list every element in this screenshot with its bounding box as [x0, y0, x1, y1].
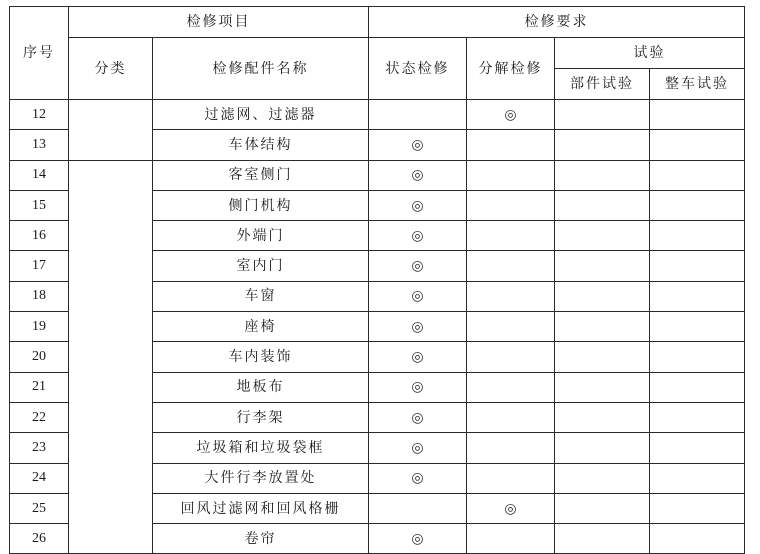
- state-repair-mark: ◎: [369, 221, 467, 251]
- state-repair-mark: ◎: [369, 251, 467, 281]
- disassembly-repair-mark: [467, 402, 555, 432]
- vehicle-test-mark: [650, 493, 745, 523]
- disassembly-repair-mark: [467, 463, 555, 493]
- disassembly-repair-mark: ◎: [467, 100, 555, 130]
- row-number: 15: [10, 190, 69, 220]
- table-row: [10, 160, 745, 190]
- state-repair-mark: ◎: [369, 524, 467, 554]
- component-test-mark: [555, 251, 650, 281]
- category-header: 分类: [69, 38, 153, 100]
- row-number: 14: [10, 160, 69, 190]
- part-name: 地板布: [153, 372, 369, 402]
- disassembly-repair-mark: ◎: [467, 493, 555, 523]
- seq-header: 序号: [10, 7, 69, 100]
- row-number: 23: [10, 433, 69, 463]
- component-test-header: 部件试验: [555, 69, 650, 100]
- disassembly-repair-mark: [467, 433, 555, 463]
- vehicle-test-mark: [650, 312, 745, 342]
- part-name: 过滤网、过滤器: [153, 100, 369, 130]
- table-body: [10, 100, 745, 554]
- state-repair-mark: ◎: [369, 312, 467, 342]
- category-cell: [69, 160, 153, 554]
- disassembly-repair-mark: [467, 342, 555, 372]
- disassembly-repair-mark: [467, 130, 555, 160]
- part-name: 客室侧门: [153, 160, 369, 190]
- test-group-header: 试验: [555, 38, 745, 69]
- part-name: 室内门: [153, 251, 369, 281]
- state-repair-mark: ◎: [369, 372, 467, 402]
- vehicle-test-mark: [650, 251, 745, 281]
- part-name: 座椅: [153, 312, 369, 342]
- component-test-mark: [555, 130, 650, 160]
- state-repair-mark: ◎: [369, 190, 467, 220]
- row-number: 22: [10, 402, 69, 432]
- disassembly-repair-mark: [467, 524, 555, 554]
- table-header: [10, 7, 745, 100]
- state-repair-mark: ◎: [369, 130, 467, 160]
- part-name: 车内装饰: [153, 342, 369, 372]
- vehicle-test-mark: [650, 342, 745, 372]
- state-repair-mark: ◎: [369, 281, 467, 311]
- vehicle-test-header: 整车试验: [650, 69, 745, 100]
- component-test-mark: [555, 493, 650, 523]
- component-test-mark: [555, 281, 650, 311]
- component-test-mark: [555, 312, 650, 342]
- row-number: 13: [10, 130, 69, 160]
- component-test-mark: [555, 342, 650, 372]
- vehicle-test-mark: [650, 372, 745, 402]
- row-number: 19: [10, 312, 69, 342]
- vehicle-test-mark: [650, 100, 745, 130]
- state-repair-mark: [369, 493, 467, 523]
- state-repair-mark: ◎: [369, 463, 467, 493]
- state-repair-mark: [369, 100, 467, 130]
- state-repair-mark: ◎: [369, 342, 467, 372]
- row-number: 17: [10, 251, 69, 281]
- state-repair-mark: ◎: [369, 402, 467, 432]
- component-test-mark: [555, 100, 650, 130]
- part-name: 垃圾箱和垃圾袋框: [153, 433, 369, 463]
- part-name: 车窗: [153, 281, 369, 311]
- vehicle-test-mark: [650, 524, 745, 554]
- vehicle-test-mark: [650, 221, 745, 251]
- component-test-mark: [555, 463, 650, 493]
- component-test-mark: [555, 433, 650, 463]
- component-test-mark: [555, 524, 650, 554]
- disassembly-repair-mark: [467, 281, 555, 311]
- part-name: 卷帘: [153, 524, 369, 554]
- vehicle-test-mark: [650, 402, 745, 432]
- component-test-mark: [555, 190, 650, 220]
- vehicle-test-mark: [650, 190, 745, 220]
- component-test-mark: [555, 372, 650, 402]
- vehicle-test-mark: [650, 281, 745, 311]
- row-number: 12: [10, 100, 69, 130]
- row-number: 24: [10, 463, 69, 493]
- disassembly-repair-mark: [467, 251, 555, 281]
- row-number: 21: [10, 372, 69, 402]
- table-row: [10, 100, 745, 130]
- vehicle-test-mark: [650, 463, 745, 493]
- component-test-mark: [555, 402, 650, 432]
- requirements-group-header: 检修要求: [369, 7, 745, 38]
- vehicle-test-mark: [650, 160, 745, 190]
- vehicle-test-mark: [650, 130, 745, 160]
- disassembly-repair-mark: [467, 221, 555, 251]
- part-name: 侧门机构: [153, 190, 369, 220]
- state-repair-header: 状态检修: [369, 38, 467, 100]
- row-number: 16: [10, 221, 69, 251]
- maintenance-requirements-table: [9, 6, 745, 554]
- disassembly-repair-mark: [467, 190, 555, 220]
- component-test-mark: [555, 160, 650, 190]
- items-group-header: 检修项目: [69, 7, 369, 38]
- row-number: 20: [10, 342, 69, 372]
- category-cell: [69, 100, 153, 161]
- disassembly-repair-mark: [467, 160, 555, 190]
- vehicle-test-mark: [650, 433, 745, 463]
- part-name: 回风过滤网和回风格栅: [153, 493, 369, 523]
- part-name-header: 检修配件名称: [153, 38, 369, 100]
- disassembly-repair-mark: [467, 372, 555, 402]
- part-name: 外端门: [153, 221, 369, 251]
- disassembly-repair-header: 分解检修: [467, 38, 555, 100]
- row-number: 25: [10, 493, 69, 523]
- part-name: 行李架: [153, 402, 369, 432]
- row-number: 18: [10, 281, 69, 311]
- disassembly-repair-mark: [467, 312, 555, 342]
- part-name: 大件行李放置处: [153, 463, 369, 493]
- state-repair-mark: ◎: [369, 160, 467, 190]
- state-repair-mark: ◎: [369, 433, 467, 463]
- row-number: 26: [10, 524, 69, 554]
- part-name: 车体结构: [153, 130, 369, 160]
- component-test-mark: [555, 221, 650, 251]
